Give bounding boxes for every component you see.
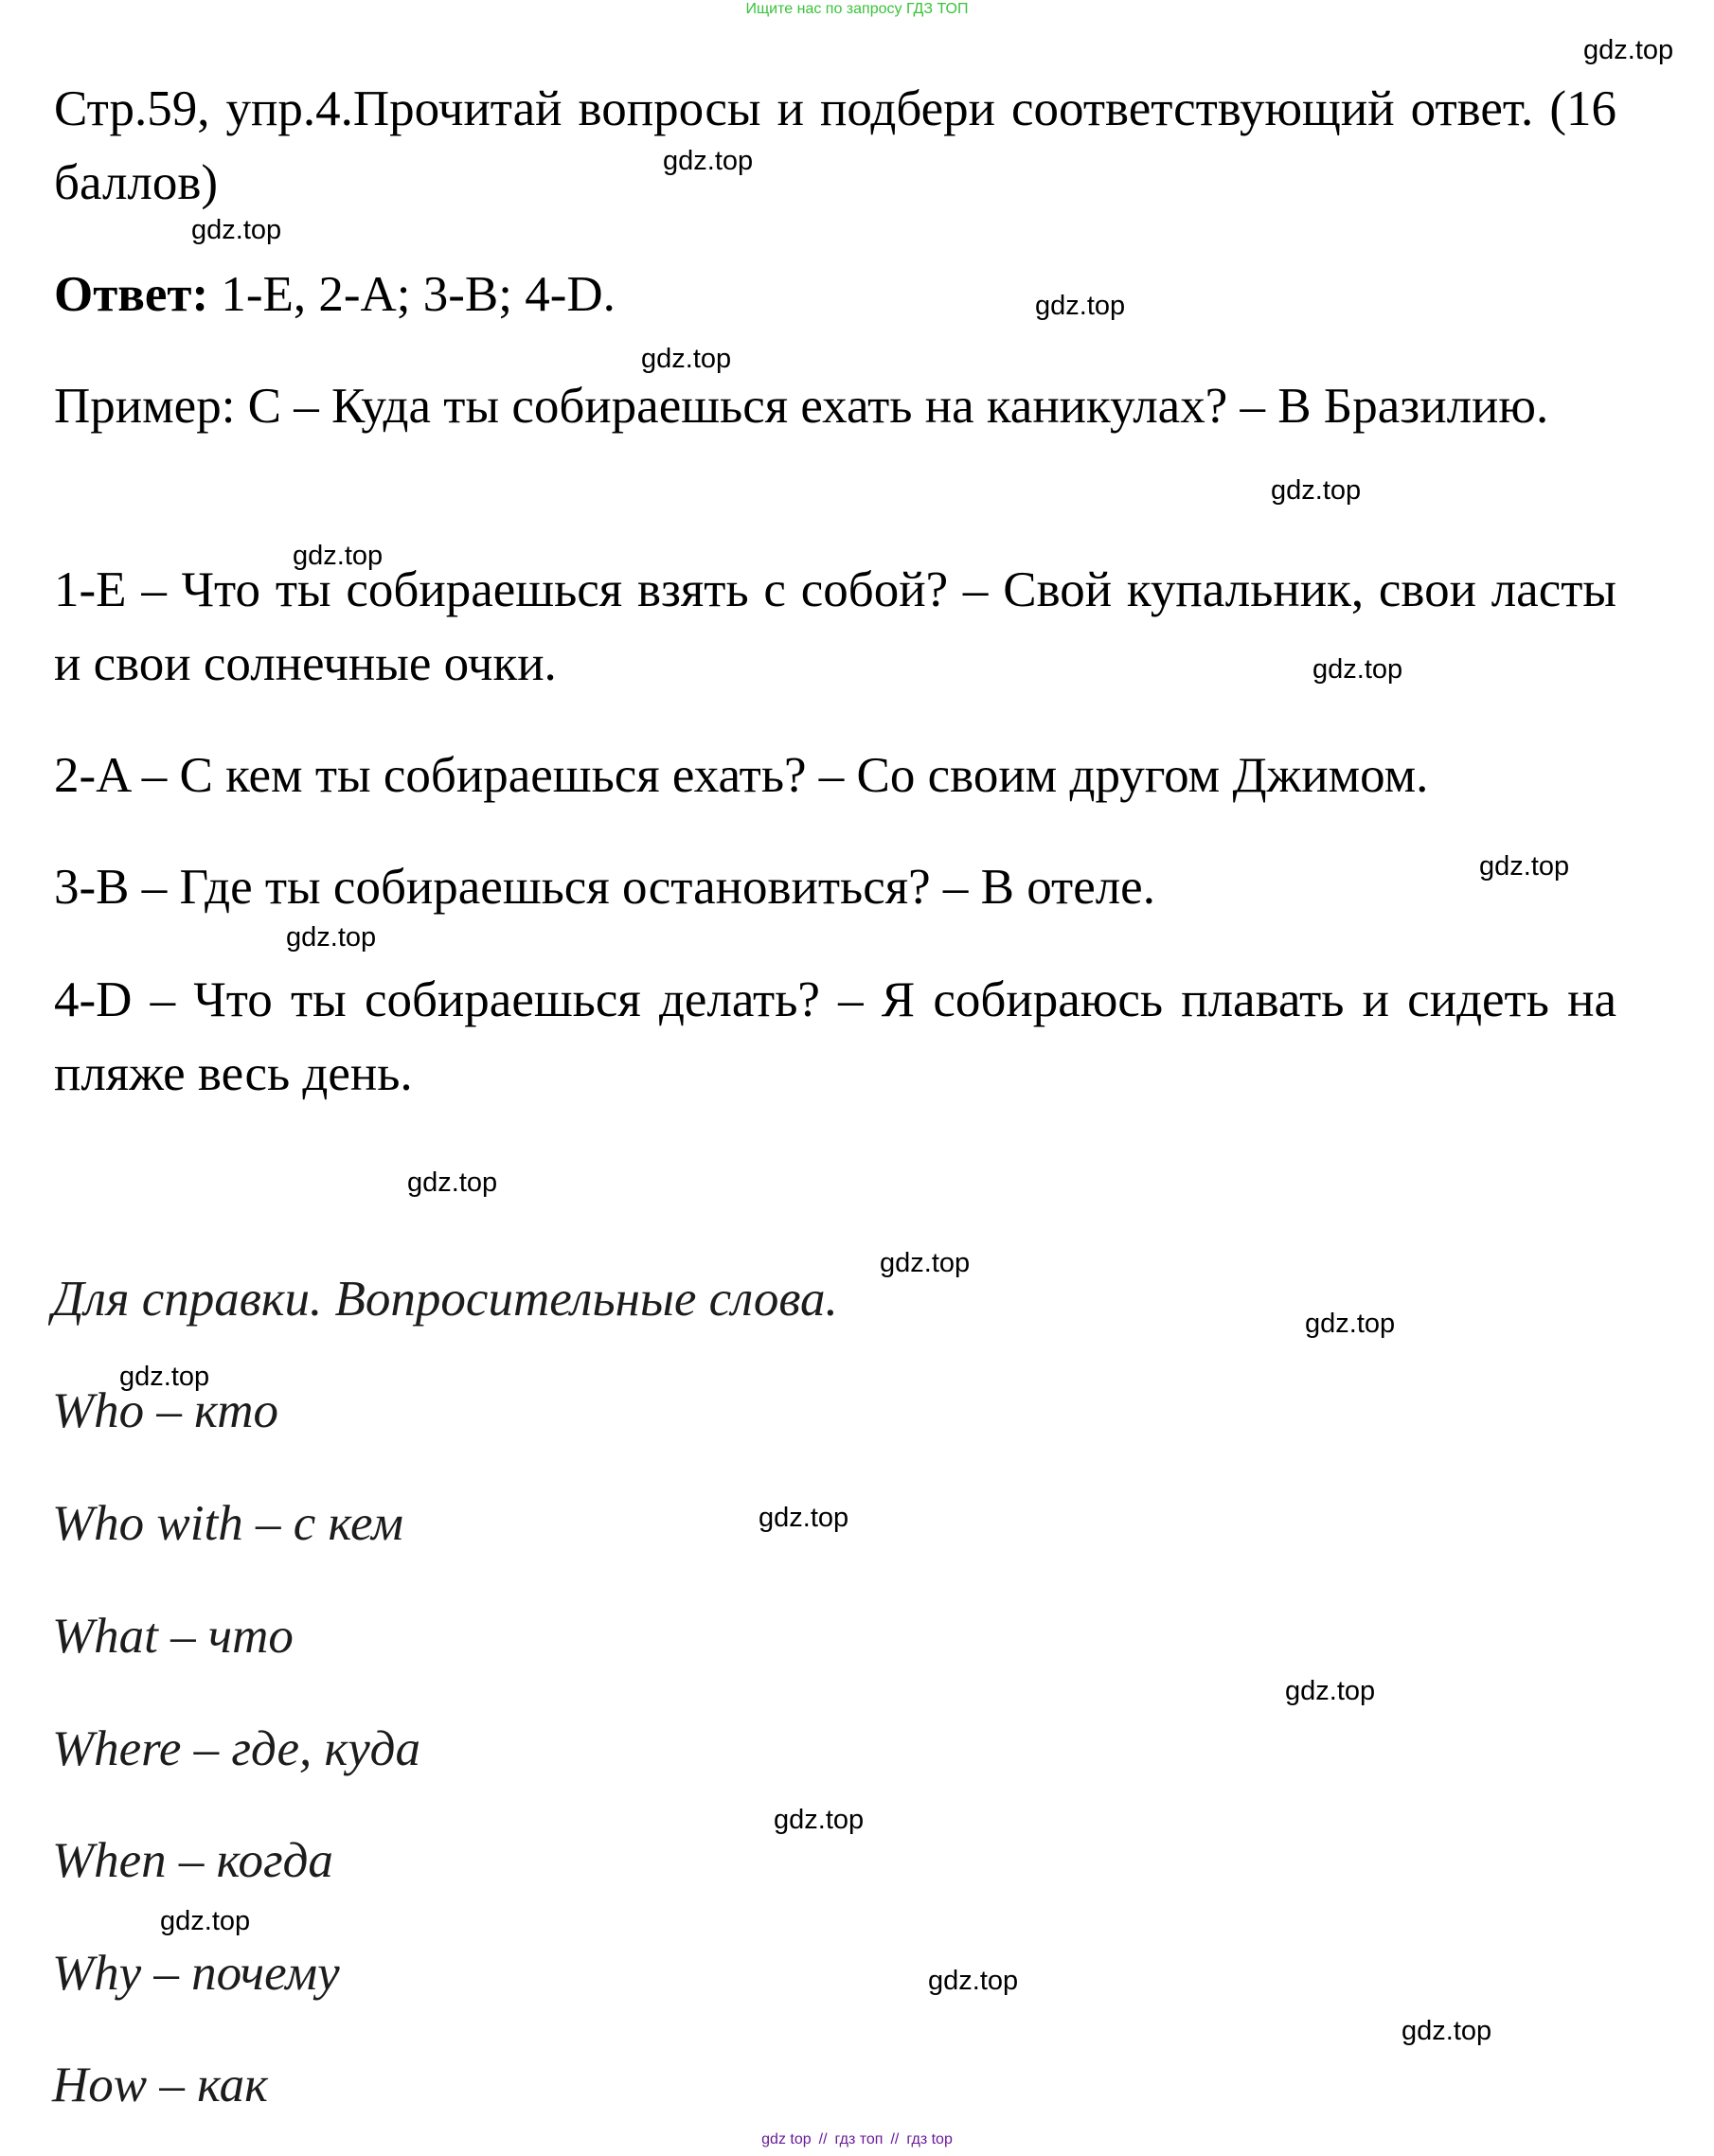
watermark: gdz.top [1312, 654, 1403, 685]
watermark: gdz.top [774, 1805, 865, 1835]
answer-item-1: 1-E – Что ты собираешься взять с собой? – Свой купальник, свои ласты и свои солнечные очки. [54, 562, 1616, 691]
reference-word: Where – где, куда [52, 1721, 420, 1776]
watermark: gdz.top [191, 215, 282, 245]
watermark: gdz.top [1035, 291, 1126, 321]
answer-item-2: 2-A – С кем ты собираешься ехать? – Со своим другом Джимом. [54, 748, 1429, 803]
watermark: gdz.top [1305, 1309, 1396, 1339]
watermark: gdz.top [759, 1503, 849, 1533]
watermark: gdz.top [1285, 1676, 1376, 1706]
reference-word: Who – кто [52, 1383, 279, 1438]
footer-link[interactable]: гдз топ [834, 2131, 884, 2147]
answer-text: 1-E, 2-A; 3-B; 4-D. [208, 267, 616, 322]
watermark: gdz.top [407, 1167, 498, 1198]
watermark: gdz.top [1402, 2016, 1492, 2046]
example-paragraph: Пример: С – Куда ты собираешься ехать на каникулах? – В Бразилию. [54, 379, 1549, 434]
reference-word: What – что [52, 1609, 294, 1664]
watermark: gdz.top [1583, 35, 1674, 65]
reference-heading: Для справки. Вопросительные слова. [52, 1272, 838, 1327]
watermark: gdz.top [160, 1906, 251, 1936]
bottom-banner [0, 2130, 1714, 2149]
watermark: gdz.top [1479, 851, 1570, 882]
reference-word: When – когда [52, 1833, 333, 1888]
watermark: gdz.top [641, 344, 732, 374]
answer-label: Ответ: [54, 267, 209, 322]
footer-link[interactable]: гдз top [906, 2131, 953, 2147]
task-title: Стр.59, упр.4.Прочитай вопросы и подбери соответствующий ответ. (16 баллов) [54, 81, 1616, 210]
reference-word: Who with – с кем [52, 1496, 403, 1551]
answer-item-4: 4-D – Что ты собираешься делать? – Я собираюсь плавать и сидеть на пляже весь день. [54, 972, 1616, 1101]
watermark: gdz.top [293, 541, 384, 571]
watermark: gdz.top [119, 1362, 210, 1392]
watermark: gdz.top [286, 922, 377, 953]
footer-link[interactable]: gdz top [761, 2131, 812, 2147]
top-search-banner: Ищите нас по запросу ГДЗ ТОП [745, 1, 969, 17]
footer-separator: // [890, 2131, 900, 2147]
watermark: gdz.top [663, 146, 754, 176]
reference-word: Why – почему [52, 1946, 340, 2001]
watermark: gdz.top [1271, 475, 1362, 506]
watermark: gdz.top [928, 1966, 1019, 1996]
reference-word: How – как [52, 2058, 268, 2112]
footer-separator: // [818, 2131, 828, 2147]
answer-line [54, 258, 1616, 331]
answer-item-3: 3-B – Где ты собираешься остановиться? – В отеле. [54, 860, 1155, 915]
watermark: gdz.top [880, 1248, 971, 1278]
